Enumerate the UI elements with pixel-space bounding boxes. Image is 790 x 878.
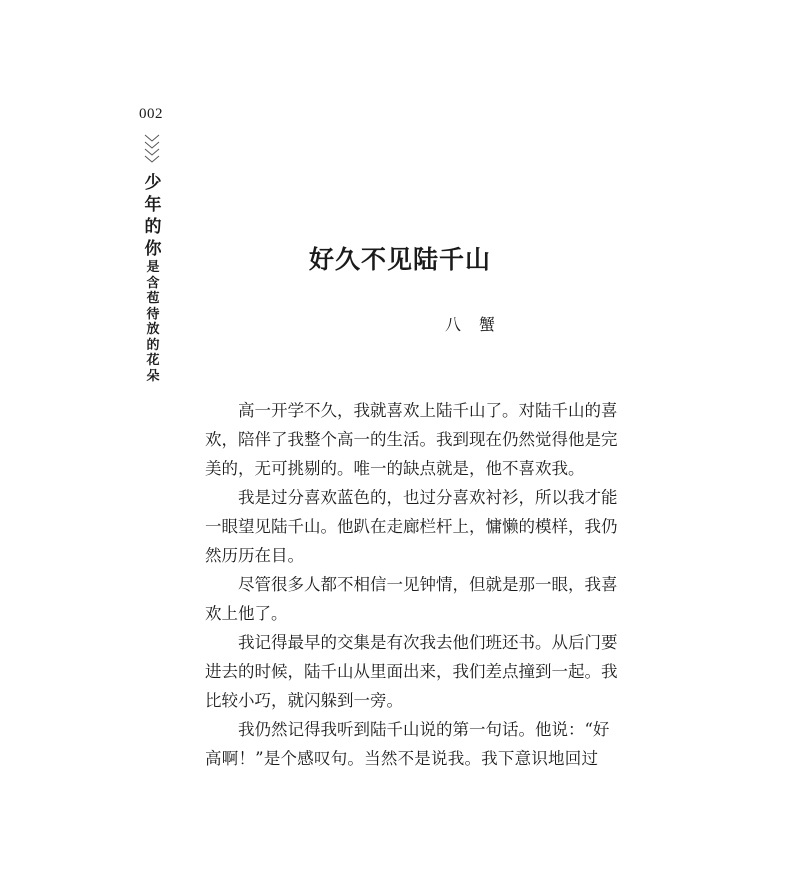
series-sub-char: 苞 (146, 291, 160, 306)
series-sub-char: 放 (146, 322, 160, 337)
text-line: 比较小巧，就闪躲到一旁。 (205, 691, 403, 710)
text-line: 欢上他了。 (205, 604, 288, 623)
series-main-char: 少 (144, 173, 162, 193)
chevron-down-icon (143, 133, 161, 163)
series-title (142, 172, 164, 384)
text-line: 我仍然记得我听到陆千山说的第一句话。他说：“好 (205, 720, 610, 739)
series-sub-char: 朵 (146, 368, 160, 384)
text-line: 我记得最早的交集是有次我去他们班还书。从后门要 (205, 633, 618, 652)
text-line: 尽管很多人都不相信一见钟情，但就是那一眼，我喜 (205, 575, 618, 594)
text-line: 然历历在目。 (205, 546, 304, 565)
paragraph (205, 483, 618, 570)
text-line: 进去的时候，陆千山从里面出来，我们差点撞到一起。我 (205, 662, 618, 681)
series-sub-char: 花 (146, 353, 160, 368)
page-number: 002 (139, 106, 163, 122)
text-line: 高啊！”是个感叹句。当然不是说我。我下意识地回过 (205, 749, 598, 768)
text-line: 美的，无可挑剔的。唯一的缺点就是，他不喜欢我。 (205, 459, 585, 478)
author-name: 八蟹 (445, 315, 514, 334)
text-line: 高一开学不久，我就喜欢上陆千山了。对陆千山的喜 (205, 401, 618, 420)
paragraph (205, 628, 618, 715)
series-main-char: 年 (144, 195, 162, 215)
series-main-title (145, 172, 162, 260)
series-sub-char: 含 (146, 275, 160, 291)
series-sub-char: 待 (146, 306, 160, 322)
body-text (205, 396, 618, 773)
text-line: 欢，陪伴了我整个高一的生活。我到现在仍然觉得他是完 (205, 430, 618, 449)
text-line: 我是过分喜欢蓝色的，也过分喜欢衬衫，所以我才能 (205, 488, 618, 507)
series-main-char: 你 (144, 239, 162, 259)
series-main-char: 的 (144, 217, 162, 237)
series-sub-char: 的 (146, 337, 160, 353)
series-sub-char: 是 (146, 260, 160, 275)
paragraph (205, 570, 618, 628)
chapter-title: 好久不见陆千山 (308, 245, 491, 274)
paragraph (205, 396, 618, 483)
series-subtitle (146, 260, 159, 384)
text-line: 一眼望见陆千山。他趴在走廊栏杆上，慵懒的模样，我仍 (205, 517, 618, 536)
paragraph (205, 715, 610, 773)
